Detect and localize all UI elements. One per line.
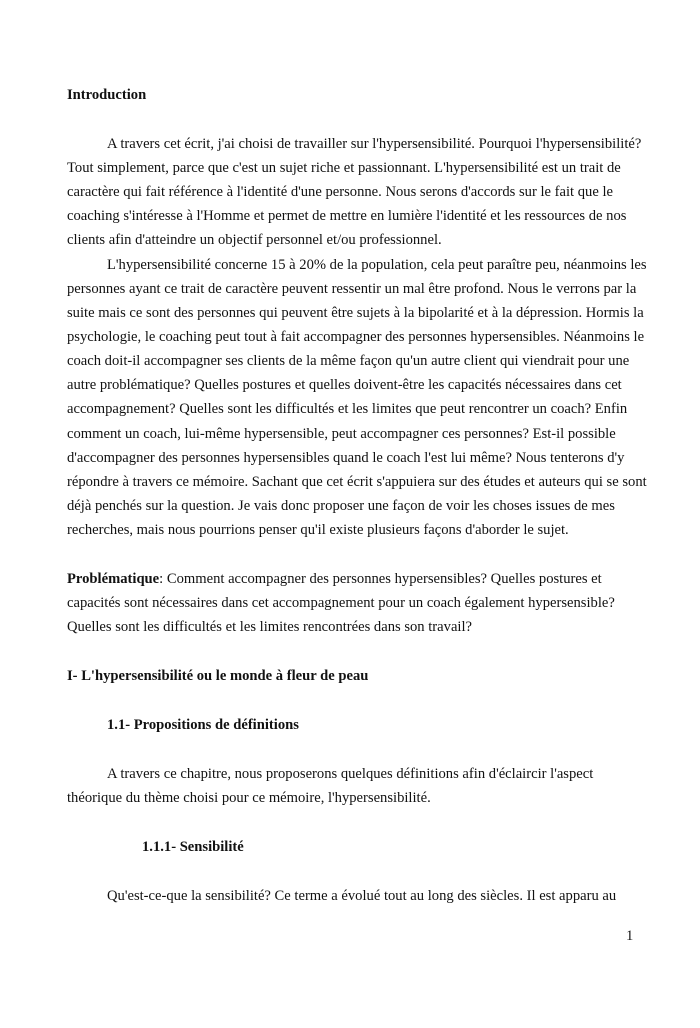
paragraph-line: personnes ayant ce trait de caractère peuvent ressentir un mal être profond. Nous le verrons par la <box>67 281 637 297</box>
paragraph-line: déjà penchés sur la question. Je vais donc proposer une façon de voir les choses issues de mes <box>67 498 615 514</box>
section-heading-1: I- L'hypersensibilité ou le monde à fleur de peau <box>67 668 369 684</box>
paragraph-line: comment un coach, lui-même hypersensible, peut accompagner ces personnes? Est-il possible <box>67 426 616 442</box>
paragraph-line: caractère qui fait référence à l'identité d'une personne. Nous serons d'accords sur le fait que le <box>67 184 613 200</box>
problematique-line: Quelles sont les difficultés et les limites rencontrées dans son travail? <box>67 619 473 635</box>
section-heading-1-1: 1.1- Propositions de définitions <box>107 717 299 733</box>
paragraph-line: Qu'est-ce-que la sensibilité? Ce terme a évolué tout au long des siècles. Il est apparu au <box>107 888 617 904</box>
paragraph-line: A travers cet écrit, j'ai choisi de travailler sur l'hypersensibilité. Pourquoi l'hypersensibilité? <box>107 136 642 152</box>
section-heading-1-1-1: 1.1.1- Sensibilité <box>142 839 244 855</box>
paragraph-line: répondre à travers ce mémoire. Sachant que cet écrit s'appuiera sur des études et auteurs qui se sont <box>67 474 647 490</box>
paragraph-line: d'accompagner des personnes hypersensibles quand le coach l'est lui même? Nous tenterons d'y <box>67 450 625 466</box>
paragraph-line: coach doit-il accompagner ses clients de la même façon qu'un autre client qui viendrait pour une <box>67 353 630 369</box>
paragraph-line: accompagnement? Quelles sont les difficultés et les limites que peut rencontrer un coach? Enfin <box>67 401 628 417</box>
paragraph-line: autre problématique? Quelles postures et quelles doivent-être les capacités nécessaires dans cet <box>67 377 622 393</box>
paragraph-line: recherches, mais nous pourrions penser qu'il existe plusieurs façons d'aborder le sujet. <box>67 522 569 538</box>
heading-introduction: Introduction <box>67 87 147 103</box>
paragraph-line: A travers ce chapitre, nous proposerons quelques définitions afin d'éclaircir l'aspect <box>107 766 594 782</box>
problematique-line <box>67 570 602 588</box>
paragraph-line: clients afin d'atteindre un objectif personnel et/ou professionnel. <box>67 232 442 248</box>
problematique-text: : Comment accompagner des personnes hypersensibles? Quelles postures et <box>159 571 602 587</box>
problematique-line: capacités sont nécessaires dans cet accompagnement pour un coach également hypersensible? <box>67 595 615 611</box>
paragraph-line: suite mais ce sont des personnes qui peuvent être sujets à la bipolarité et à la dépression. Hormis la <box>67 305 644 321</box>
paragraph-line: L'hypersensibilité concerne 15 à 20% de la population, cela peut paraître peu, néanmoins les <box>107 257 647 273</box>
page-number: 1 <box>626 928 634 944</box>
paragraph-line: coaching s'intéresse à l'Homme et permet de mettre en lumière l'identité et les ressources de nos <box>67 208 627 224</box>
paragraph-line: psychologie, le coaching peut tout à fait accompagner des personnes hypersensibles. Néanmoins le <box>67 329 645 345</box>
paragraph-line: théorique du thème choisi pour ce mémoire, l'hypersensibilité. <box>67 790 431 806</box>
problematique-label: Problématique <box>67 571 160 587</box>
paragraph-line: Tout simplement, parce que c'est un sujet riche et passionnant. L'hypersensibilité est un trait de <box>67 160 621 176</box>
